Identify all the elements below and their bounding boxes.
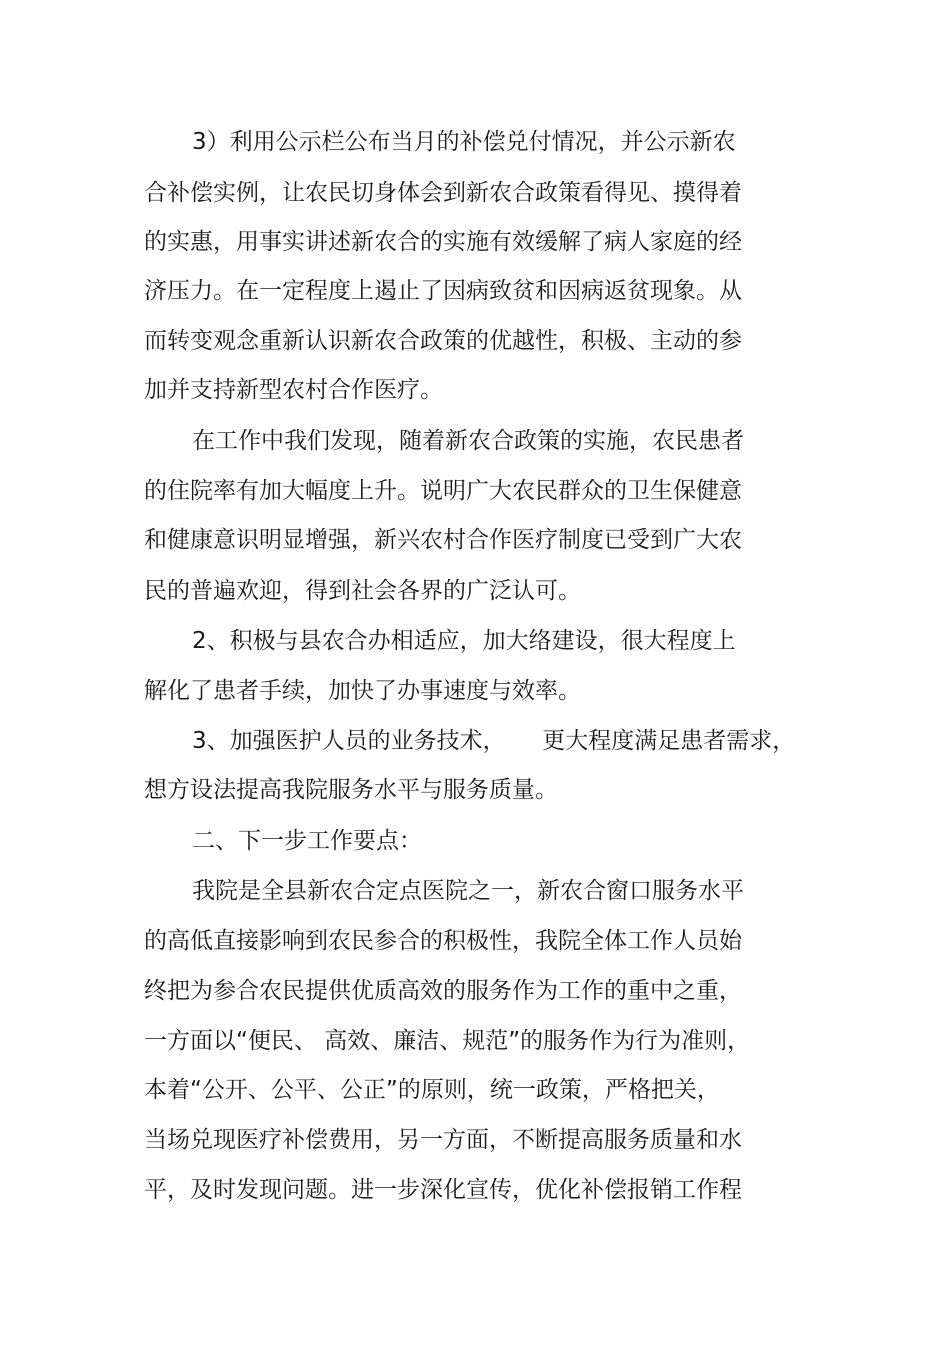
text-line: 的高低直接影响到农民参合的积极性，我院全体工作人员始 (144, 928, 742, 954)
text-line: 终把为参合农民提供优质高效的服务作为工作的重中之重， (144, 978, 742, 1004)
text-line: 加并支持新型农村合作医疗。 (144, 377, 443, 403)
text-line: 的住院率有加大幅度上升。说明广大农民群众的卫生保健意 (144, 478, 742, 504)
text-line: 3、加强医护人员的业务技术， 更大程度满足患者需求， (192, 728, 796, 754)
text-line: 的实惠，用事实讲述新农合的实施有效缓解了病人家庭的经 (144, 229, 742, 255)
text-line: 一方面以“便民、 高效、廉洁、规范”的服务作为行为准则， (144, 1028, 751, 1054)
text-line: 本着“公开、公平、公正”的原则，统一政策，严格把关， (144, 1077, 720, 1103)
text-line: 解化了患者手续，加快了办事速度与效率。 (144, 678, 581, 704)
text-line: 想方设法提高我院服务水平与服务质量。 (144, 777, 558, 803)
text-line: 我院是全县新农合定点医院之一，新农合窗口服务水平 (192, 878, 744, 904)
text-line: 和健康意识明显增强，新兴农村合作医疗制度已受到广大农 (144, 527, 742, 553)
text-line: 当场兑现医疗补偿费用，另一方面，不断提高服务质量和水 (144, 1127, 742, 1153)
text-line: 2、积极与县农合办相适应，加大络建设，很大程度上 (192, 628, 736, 654)
text-line: 济压力。在一定程度上遏止了因病致贫和因病返贫现象。从 (144, 278, 742, 304)
text-line: 3）利用公示栏公布当月的补偿兑付情况，并公示新农 (192, 129, 736, 155)
text-line: 平，及时发现问题。进一步深化宣传，优化补偿报销工作程 (144, 1177, 742, 1203)
text-line: 民的普遍欢迎，得到社会各界的广泛认可。 (144, 578, 581, 604)
text-line: 而转变观念重新认识新农合政策的优越性，积极、主动的参 (144, 328, 742, 354)
text-line: 在工作中我们发现，随着新农合政策的实施，农民患者 (192, 428, 744, 454)
text-line: 合补偿实例，让农民切身体会到新农合政策看得见、摸得着 (144, 180, 742, 206)
section-heading: 二、下一步工作要点： (192, 828, 422, 854)
